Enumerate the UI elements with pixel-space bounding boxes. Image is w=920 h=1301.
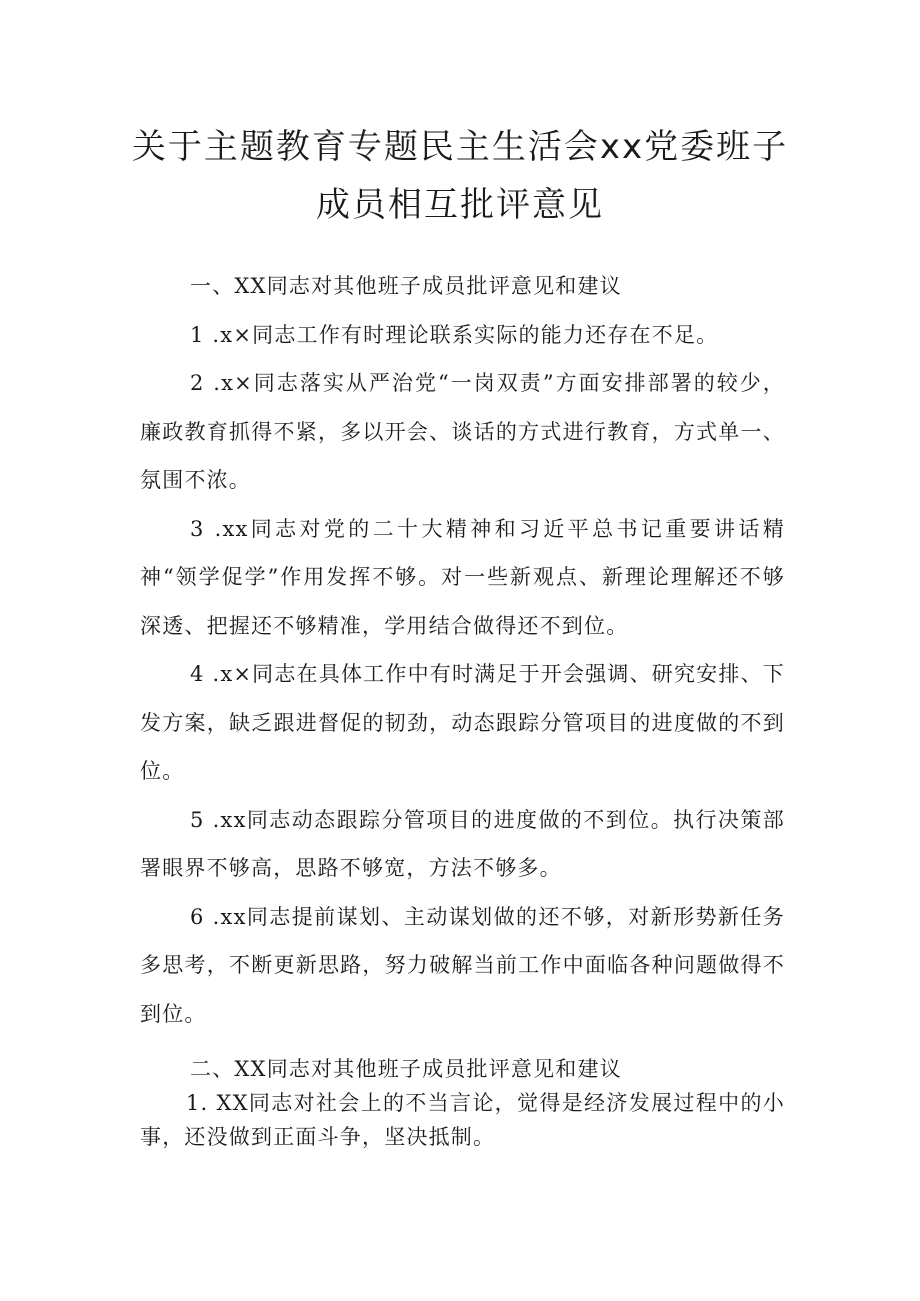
section-1 xyxy=(140,262,785,1038)
section-1-item-4: 4 .x×同志在具体工作中有时满足于开会强调、研究安排、下发方案，缺乏跟进督促的韧劲，动态跟踪分管项目的进度做的不到位。 xyxy=(140,662,785,783)
section-1-item-2: 2 .x×同志落实从严治党“一岗双责”方面安排部署的较少，廉政教育抓得不紧，多以开会、谈话的方式进行教育，方式单一、氛围不浓。 xyxy=(140,371,785,492)
section-1-item-3: 3 .xx同志对党的二十大精神和习近平总书记重要讲话精神“领学促学”作用发挥不够。对一些新观点、新理论理解还不够深透、把握还不够精准，学用结合做得还不到位。 xyxy=(140,516,785,638)
section-2 xyxy=(140,1052,785,1154)
section-2-heading: 二、XX同志对其他班子成员批评意见和建议 xyxy=(190,1057,622,1081)
section-1-item-1: 1 .x×同志工作有时理论联系实际的能力还存在不足。 xyxy=(190,322,719,347)
section-1-heading: 一、XX同志对其他班子成员批评意见和建议 xyxy=(190,274,622,298)
section-1-item-5: 5 .xx同志动态跟踪分管项目的进度做的不到位。执行决策部署眼界不够高，思路不够宽，方法不够多。 xyxy=(140,807,785,880)
document-title-line-1: 关于主题教育专题民主生活会xx党委班子 xyxy=(131,127,789,167)
document-title-line-2: 成员相互批评意见 xyxy=(316,185,604,225)
section-2-item-1: 1. XX同志对社会上的不当言论，觉得是经济发展过程中的小事，还没做到正面斗争，坚决抵制。 xyxy=(140,1091,785,1149)
section-1-item-6: 6 .xx同志提前谋划、主动谋划做的还不够，对新形势新任务多思考，不断更新思路，努力破解当前工作中面临各种问题做得不到位。 xyxy=(140,904,785,1026)
